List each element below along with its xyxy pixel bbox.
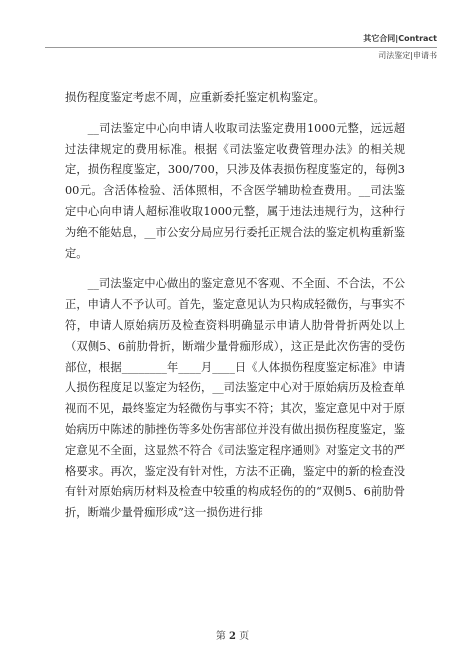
paragraph-continuation: 损伤程度鉴定考虑不周，应重新委托鉴定机构鉴定。: [65, 91, 325, 104]
paragraph-fee: __司法鉴定中心向申请人收取司法鉴定费用1000元整，远远超过法律规定的费用标准。根据《司法鉴定收费管理办法》的相关规定，损伤程度鉴定，300/700，只涉及体表损伤程度鉴定的，每例300元。含活体检验、活体照相，不含医学辅助检查费用。__司法鉴定中心向申请人超标准收取1000元整，属于违法违规行为，这种行为绝不能姑息，__市公安分局应另行委托正规合法的鉴定机构重新鉴定。: [65, 121, 405, 260]
paragraph-opinion: __司法鉴定中心做出的鉴定意见不客观、不全面、不合法，不公正，申请人不予认可。首先，鉴定意见认为只构成轻微伤，与事实不符，申请人原始病历及检查资料明确显示申请人肋骨骨折两处以上（双侧5、6前肋骨折，断端少量骨痂形成），这正是此次伤害的受伤部位，根据________年____月____日《人体损伤程度鉴定标准》申请人损伤程度足以鉴定为轻伤，__司法鉴定中心对于原始病历及检查单视而不见，最终鉴定为轻微伤与事实不符；其次，鉴定意见中对于原始病历中陈述的肺挫伤等多处伤害部位并没有做出损伤程度鉴定，鉴定意见不全面，这显然不符合《司法鉴定程序通则》对鉴定文书的严格要求。再次，鉴定没有针对性，方法不正确，鉴定中的新的检查没有针对原始病历材料及检查中较重的构成轻伤的的“双侧5、6前肋骨折，断端少量骨痂形成”这一损伤进行排: [65, 277, 405, 520]
page-number: 2: [229, 631, 236, 642]
footer-prefix: 第: [215, 631, 226, 642]
header-divider: [45, 47, 437, 48]
page-footer: [0, 627, 465, 642]
header-category: 其它合同|Contract: [363, 34, 437, 43]
header-subcategory: 司法鉴定|申请书: [378, 51, 437, 60]
document-body: [65, 88, 405, 524]
page-header: [45, 34, 437, 61]
footer-suffix: 页: [239, 631, 250, 642]
